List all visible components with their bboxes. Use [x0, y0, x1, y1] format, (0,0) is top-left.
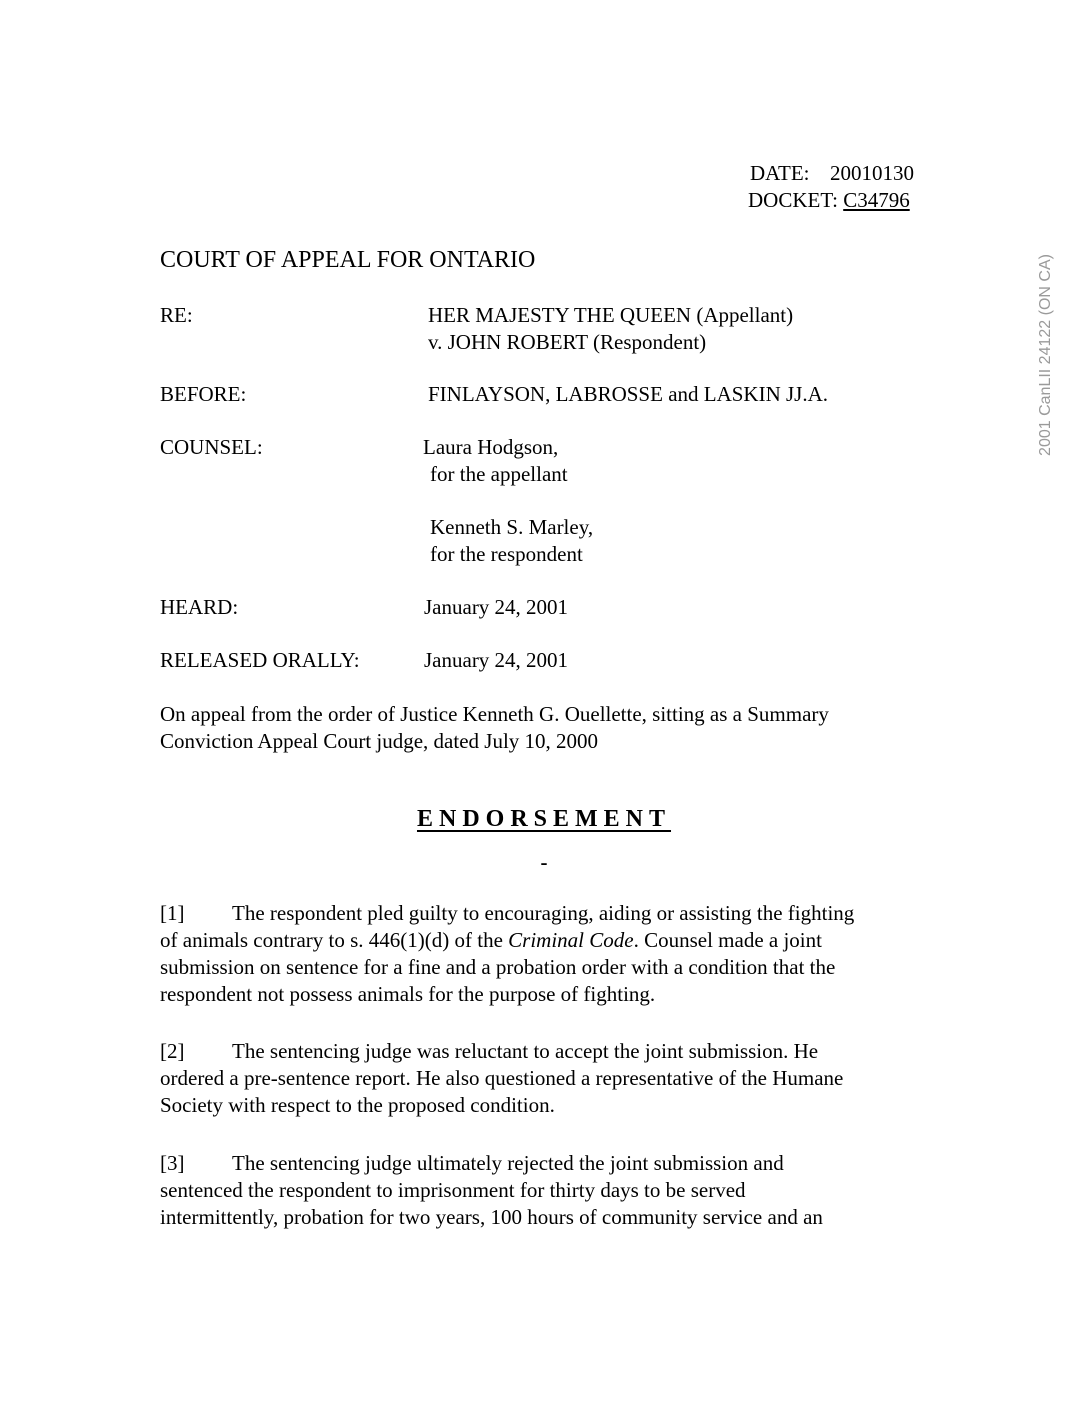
citation-watermark: 2001 CanLII 24122 (ON CA) — [1037, 254, 1054, 456]
appeal-note-line-2: Conviction Appeal Court judge, dated July 10, 2000 — [160, 729, 599, 753]
re-line-1: HER MAJESTY THE QUEEN (Appellant) — [428, 303, 794, 327]
paragraph-line: The respondent pled guilty to encouraging, aiding or assisting the fighting — [232, 901, 855, 925]
docket-value: C34796 — [843, 188, 910, 212]
date-line — [750, 160, 914, 187]
counsel-1-name: Laura Hodgson, — [423, 435, 559, 459]
heading-dash: - — [540, 850, 548, 874]
before-value: FINLAYSON, LABROSSE and LASKIN JJ.A. — [428, 382, 829, 406]
paragraph-line: respondent not possess animals for the purpose of fighting. — [160, 982, 656, 1006]
paragraph-1 — [160, 900, 930, 1008]
counsel-2-role: for the respondent — [430, 542, 583, 566]
paragraph-line: intermittently, probation for two years, 100 hours of community service and an — [160, 1205, 823, 1229]
re-line-2: v. JOHN ROBERT (Respondent) — [428, 330, 707, 354]
released-label: RELEASED ORALLY: — [160, 648, 360, 672]
paragraph-line: The sentencing judge ultimately rejected the joint submission and — [232, 1151, 784, 1175]
date-label: DATE: — [750, 161, 810, 185]
court-title: COURT OF APPEAL FOR ONTARIO — [160, 247, 536, 273]
paragraph-line-part: of animals contrary to s. 446(1)(d) of the — [160, 928, 509, 952]
before-label: BEFORE: — [160, 382, 247, 406]
paragraph-line-part: . Counsel made a joint — [633, 928, 822, 952]
heard-value: January 24, 2001 — [424, 595, 569, 619]
paragraph-line: The sentencing judge was reluctant to accept the joint submission. He — [232, 1039, 819, 1063]
appeal-note-line-1: On appeal from the order of Justice Kenneth G. Ouellette, sitting as a Summary — [160, 702, 829, 726]
counsel-1-role: for the appellant — [430, 462, 568, 486]
counsel-2-name: Kenneth S. Marley, — [430, 515, 594, 539]
re-label: RE: — [160, 303, 193, 327]
paragraph-line: submission on sentence for a fine and a probation order with a condition that the — [160, 955, 836, 979]
paragraph-number: [1] — [160, 901, 185, 925]
paragraph-number: [3] — [160, 1151, 185, 1175]
paragraph-line: sentenced the respondent to imprisonment for thirty days to be served — [160, 1178, 746, 1202]
endorsement-heading: ENDORSEMENT — [416, 806, 672, 832]
paragraph-line: ordered a pre-sentence report. He also questioned a representative of the Humane — [160, 1066, 844, 1090]
paragraph-line: Society with respect to the proposed condition. — [160, 1093, 555, 1117]
released-value: January 24, 2001 — [424, 648, 569, 672]
paragraph-3 — [160, 1150, 930, 1231]
docket-line — [748, 187, 910, 214]
paragraph-2 — [160, 1038, 930, 1119]
counsel-label: COUNSEL: — [160, 435, 263, 459]
docket-label: DOCKET: — [748, 188, 838, 212]
heard-label: HEARD: — [160, 595, 239, 619]
date-value: 20010130 — [830, 161, 914, 185]
paragraph-number: [2] — [160, 1039, 185, 1063]
statute-name: Criminal Code — [508, 928, 634, 952]
